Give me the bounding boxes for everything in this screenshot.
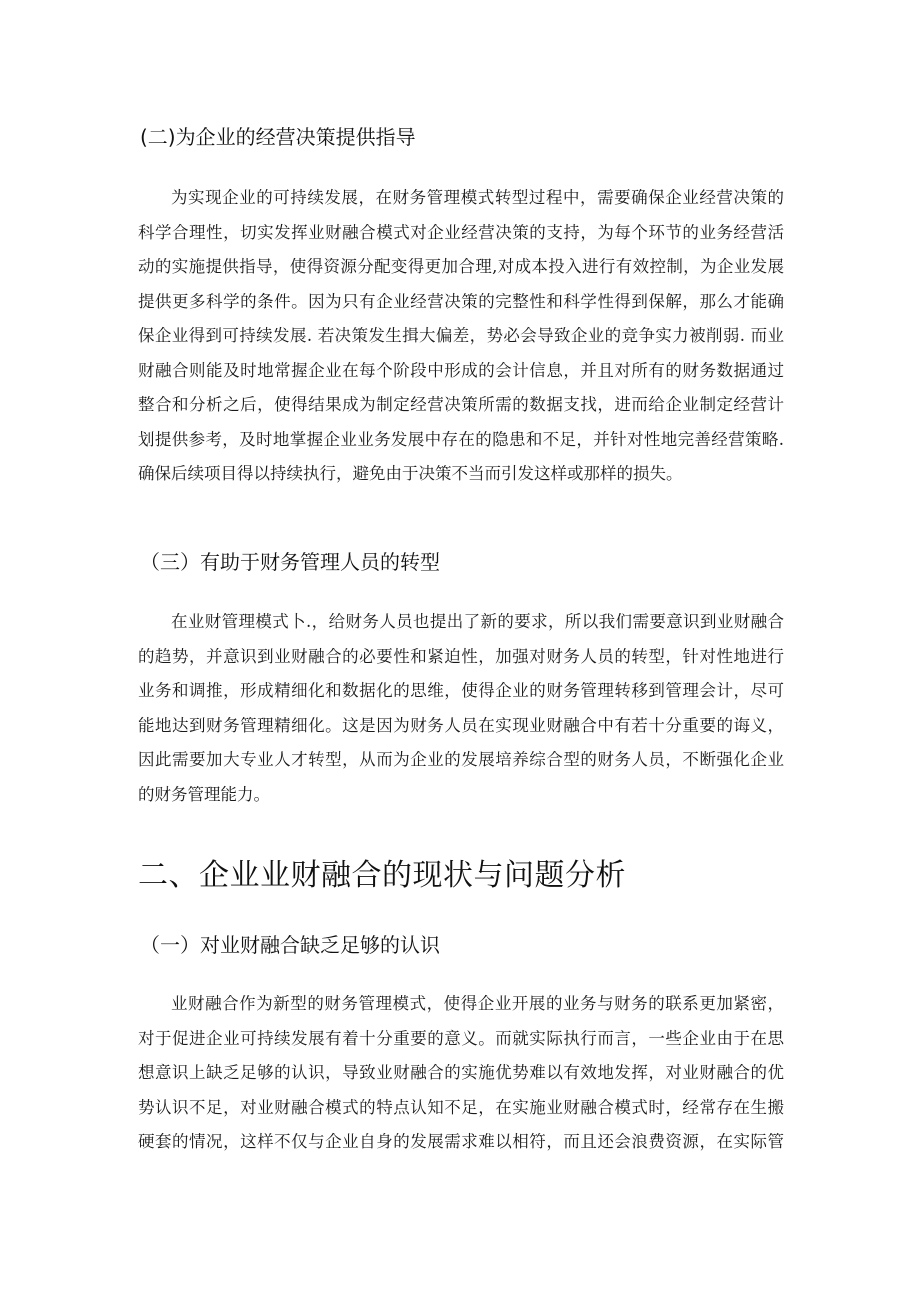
paragraph-line: 在业财管理模式卜.，给财务人员也提出了新的要求，所以我们需要意识到业财融合 <box>171 612 784 631</box>
paragraph-line: 能地达到财务管理精细化。这是因为财务人员在实现业财融合中有若十分重要的诲义， <box>138 715 784 735</box>
paragraph-line: 动的实施提供指导，使得资源分配变得更加合理,对成本投入进行有效控制，为企业发展 <box>138 257 784 276</box>
paragraph-staff-transformation <box>138 605 784 812</box>
paragraph-line: 的财务管理能力。 <box>138 784 270 804</box>
paragraph-line: 硬套的情况，这样不仅与企业自身的发展需求难以相符，而且还会浪费资源，在实际管 <box>138 1132 784 1151</box>
subsection-heading-1: （一）对业财融合缺乏足够的认识 <box>140 933 440 957</box>
paragraph-line: 势认识不足，对业财融合模式的特点认知不足，在实施业财融合模式时，经常存在生搬 <box>138 1097 784 1117</box>
paragraph-line: 对于促进企业可持续发展有着十分重要的意义。而就实际执行而言，一些企业由于在思 <box>138 1028 784 1048</box>
paragraph-line: 保企业得到可持续发展. 若决策发生揖大偏差，势必会导致企业的竞争实力被削弱. 而业 <box>138 326 784 345</box>
paragraph-line: 科学合理性，切实发挥业财融合模式对企业经营决策的支持，为每个环节的业务经营活 <box>138 222 784 242</box>
subsection-heading-3: （三）有助于财务管理人员的转型 <box>140 550 440 574</box>
subsection-heading-2: (二)为企业的经营决策提供指导 <box>140 125 416 149</box>
paragraph-line: 业务和调推，形成精细化和数据化的思维，使得企业的财务管理转移到管理会计，尽可 <box>138 681 784 700</box>
section-heading-2: 二、企业业财融合的现状与问题分析 <box>138 858 626 893</box>
paragraph-line: 财融合则能及时地常握企业在每个阶段中形成的会计信息，并且对所有的财务数据通过 <box>138 360 784 380</box>
paragraph-line: 想意识上缺乏足够的认识，导致业财融合的实施优势难以有效地发挥，对业财融合的优 <box>138 1063 784 1082</box>
paragraph-line: 因此需要加大专业人才转型，从而为企业的发展培养综合型的财务人员，不断强化企业 <box>138 750 784 769</box>
paragraph-line: 划提供参考，及时地掌握企业业务发展中存在的隐患和不足，并针对性地完善经营策略. <box>138 429 784 449</box>
paragraph-line: 整合和分析之后，使得结果成为制定经营决策所需的数据支找，进而给企业制定经营计 <box>138 395 784 414</box>
paragraph-decision-guidance <box>138 181 784 492</box>
paragraph-line: 提供更多科学的条件。因为只有企业经营决策的完整性和科学性得到保解，那么才能确 <box>138 291 784 311</box>
paragraph-line: 为实现企业的可持续发展，在财务管理模式转型过程中，需要确保企业经营决策的 <box>171 188 784 207</box>
paragraph-line: 确保后续项目得以持续执行，避免由于决策不当而引发这样或那样的损失。 <box>138 464 683 483</box>
paragraph-line: 的趋势，并意识到业财融合的必要性和紧迫性，加强对财务人员的转型，针对性地进行 <box>138 646 784 666</box>
paragraph-line: 业财融合作为新型的财务管理模式，使得企业开展的业务与财务的联系更加紧密， <box>171 994 784 1013</box>
paragraph-insufficient-awareness <box>138 987 784 1160</box>
